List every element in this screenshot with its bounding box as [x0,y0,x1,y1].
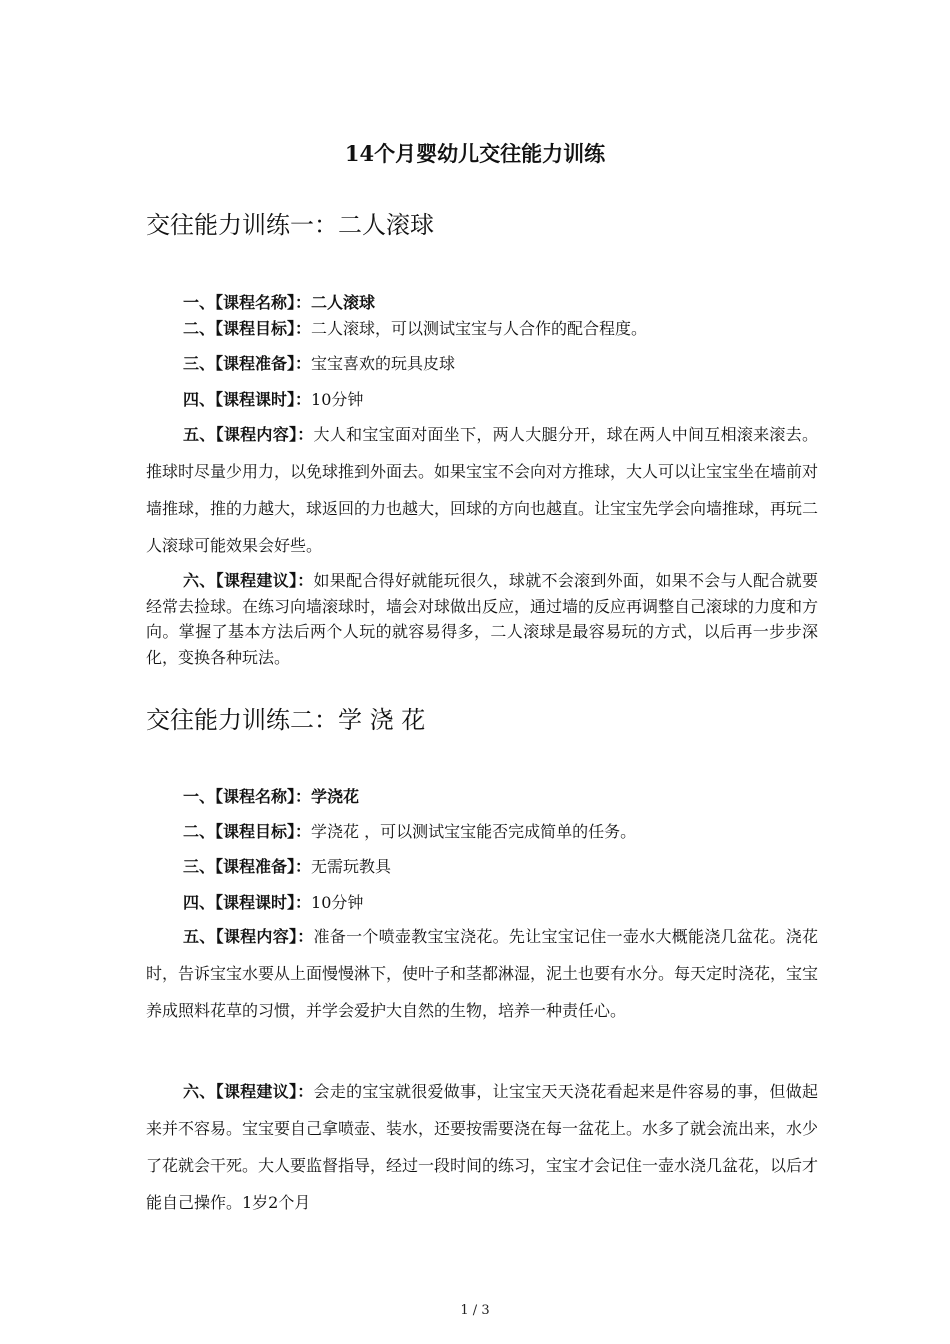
item-value: 宝宝喜欢的玩具皮球 [311,354,456,373]
section-heading-2: 交往能力训练二：学 浇 花 [146,706,426,734]
advice-text: 会走的宝宝就很爱做事，让宝宝天天浇花看起来是件容易的事，但做起来并不容易。宝宝要自己拿喷壶、装水，还要按需要浇在每一盆花上。水多了就会流出来，水少了花就会干死。大人要监督指导，经过一段时间的练习，宝宝才会记住一壶水浇几盆花，以后才能自己操作。1岁2个月 [146,1082,819,1212]
course-time-2 [183,890,363,913]
course-goal-1 [183,316,647,339]
item-label: 三、【课程准备】： [183,857,312,876]
content-text: 准备一个喷壶教宝宝浇花。先让宝宝记住一壶水大概能浇几盆花。浇花时，告诉宝宝水要从上面慢慢淋下，使叶子和茎都淋湿，泥土也要有水分。每天定时浇花，宝宝养成照料花草的习惯，并学会爱护大自然的生物，培养一种责任心。 [146,927,819,1020]
course-prep-2 [183,854,391,877]
item-value: 二人滚球 [311,293,376,312]
item-label: 一、【课程名称】： [183,787,312,806]
course-prep-1 [183,351,455,374]
course-advice-1 [146,568,818,670]
page-title: 14个月婴幼儿交往能力训练 [344,141,606,166]
advice-label: 六、【课程建议】： [183,1082,314,1101]
course-content-2 [146,918,818,1029]
content-label: 五、【课程内容】： [183,927,314,946]
course-name-1 [183,290,375,313]
item-label: 三、【课程准备】： [183,354,312,373]
course-advice-2 [146,1073,818,1221]
item-label: 二、【课程目标】： [183,319,312,338]
course-content-1 [146,416,818,564]
advice-text: 如果配合得好就能玩很久，球就不会滚到外面，如果不会与人配合就要经常去捡球。在练习向墙滚球时，墙会对球做出反应，通过墙的反应再调整自己滚球的力度和方向。掌握了基本方法后两个人玩的就容易得多，二人滚球是最容易玩的方式，以后再一步步深化，变换各种玩法。 [146,571,819,667]
item-value: 10分钟 [311,893,364,912]
content-text: 大人和宝宝面对面坐下，两人大腿分开，球在两人中间互相滚来滚去。推球时尽量少用力，以免球推到外面去。如果宝宝不会向对方推球，大人可以让宝宝坐在墙前对墙推球，推的力越大，球返回的力也越大，回球的方向也越直。让宝宝先学会向墙推球，再玩二人滚球可能效果会好些。 [146,425,819,555]
item-value: 二人滚球，可以测试宝宝与人合作的配合程度。 [311,319,648,338]
course-goal-2 [183,819,636,842]
item-value: 学浇花 [311,787,360,806]
page-number: 1 / 3 [460,1303,490,1318]
item-value: 无需玩教具 [311,857,392,876]
item-value: 10分钟 [311,390,364,409]
item-label: 四、【课程课时】： [183,390,312,409]
item-value: 学浇花 ，可以测试宝宝能否完成简单的任务。 [311,822,637,841]
content-label: 五、【课程内容】： [183,425,314,444]
item-label: 一、【课程名称】： [183,293,312,312]
course-time-1 [183,387,363,410]
course-name-2 [183,784,359,807]
item-label: 四、【课程课时】： [183,893,312,912]
section-heading-1: 交往能力训练一：二人滚球 [146,211,434,239]
item-label: 二、【课程目标】： [183,822,312,841]
advice-label: 六、【课程建议】： [183,571,314,590]
